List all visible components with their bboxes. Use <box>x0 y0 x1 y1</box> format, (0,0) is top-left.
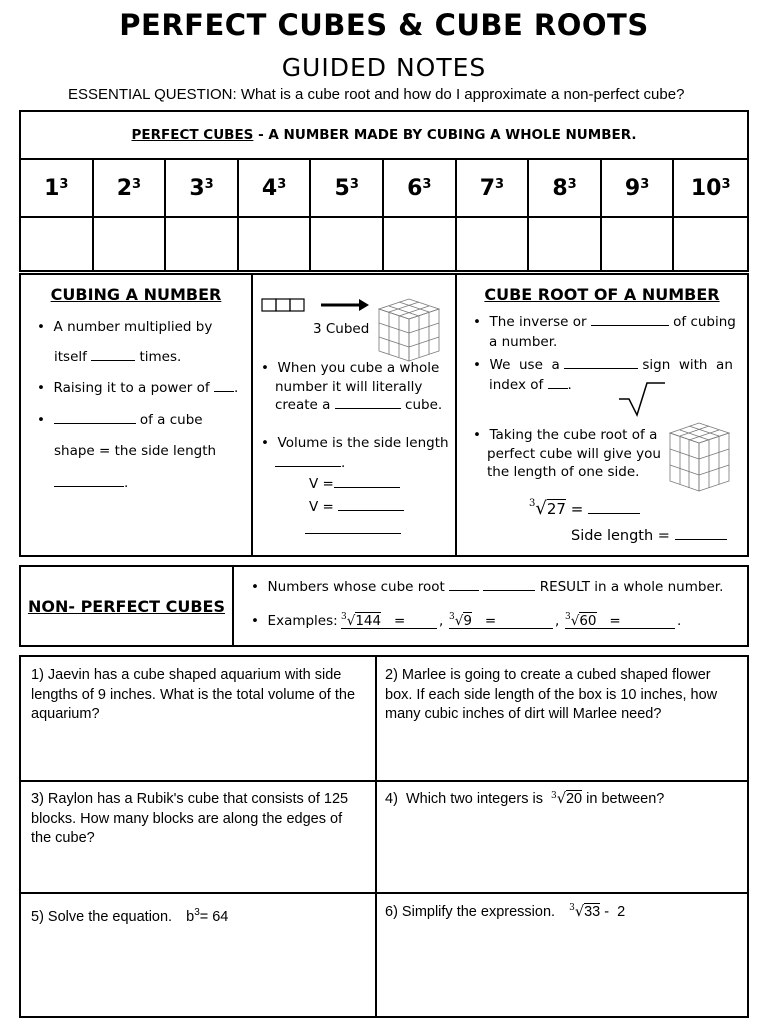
power-exponent: 3 <box>204 176 214 192</box>
cubing-bullet-3: • of a cube <box>37 412 203 428</box>
answer-cell[interactable] <box>21 216 94 270</box>
bullet-text: Volume is the side length <box>277 435 449 451</box>
cube-root-bullet-2: • We use a sign with an <box>473 357 733 373</box>
cube-root-heading: CUBE ROOT OF A NUMBER <box>484 285 720 304</box>
power-base: 2 <box>116 175 133 201</box>
middle-blank: . <box>275 453 345 473</box>
bullet-text: Numbers whose cube root <box>267 579 445 595</box>
perfect-cubes-powers-row <box>21 160 747 216</box>
bullet-text: sign with an <box>642 357 733 373</box>
volume-formula-3 <box>305 520 401 540</box>
bullet-text: index of <box>489 377 544 393</box>
cube-root-bullet-1-cont: a number. <box>489 334 558 350</box>
cubing-bullet-3-cont: shape = the side length <box>54 443 217 459</box>
middle-bullet-1: • When you cube a whole number it will literally create a cube. <box>261 360 443 413</box>
rubiks-cube-icon <box>669 421 731 493</box>
bullet-text: number it will literally <box>275 378 423 395</box>
problem-1: 1) Jaevin has a cube shaped aquarium with side lengths of 9 inches. What is the total volume of the aquarium? <box>31 667 356 722</box>
equals-sign: = <box>570 500 584 518</box>
blank-line[interactable] <box>275 455 341 467</box>
radicand: 20 <box>565 791 583 807</box>
power-exponent: 3 <box>59 176 69 192</box>
power-exponent: 3 <box>567 176 577 192</box>
power-exponent: 3 <box>495 176 505 192</box>
cubing-bullet-1-cont <box>54 347 181 367</box>
power-base: 3 <box>189 175 205 201</box>
blank-line[interactable] <box>338 499 404 511</box>
power-cell <box>166 160 239 216</box>
power-cell <box>457 160 530 216</box>
cube-root-bullet-3: • Taking the cube root of a perfect cube will give you the length of one side. <box>473 427 661 480</box>
square-row-icon <box>262 299 304 311</box>
equals-sign: = <box>484 613 497 629</box>
power-exponent: 3 <box>640 176 650 192</box>
radicand: 9 <box>463 613 472 629</box>
problem-5: 5) Solve the equation. $b^3= 64$ <box>31 907 229 925</box>
power-base: 10 <box>690 175 722 201</box>
answer-cell[interactable] <box>529 216 602 270</box>
page-subtitle: GUIDED NOTES <box>281 53 487 82</box>
volume-formula-2 <box>309 497 404 517</box>
blank-line[interactable] <box>334 476 400 488</box>
problem-text: in between? <box>586 791 665 807</box>
bullet-text: The inverse or <box>489 314 587 330</box>
equals-sign: = <box>394 613 406 629</box>
bullet-text: times. <box>139 349 182 365</box>
cubing-heading: CUBING A NUMBER <box>50 285 222 304</box>
cube-root-bullet-1: • The inverse or of cubing <box>473 314 736 330</box>
power-cell <box>674 160 747 216</box>
blank-line[interactable] <box>591 314 669 326</box>
answer-cell[interactable] <box>457 216 530 270</box>
bullet-text: of a cube <box>139 412 203 428</box>
blank-line[interactable] <box>548 377 568 389</box>
answer-cell[interactable] <box>602 216 675 270</box>
rubiks-cube-icon <box>379 299 439 361</box>
power-base: 7 <box>479 175 496 201</box>
perfect-cubes-definition: - A NUMBER MADE BY CUBING A WHOLE NUMBER. <box>253 127 637 143</box>
radical-icon: √ <box>556 791 566 807</box>
power-cell <box>21 160 94 216</box>
volume-formula-1 <box>309 474 400 494</box>
bullet-text: When you cube a whole <box>277 360 440 376</box>
perfect-cubes-header <box>21 112 747 160</box>
example-1[interactable]: $^3$√144 = <box>341 611 437 629</box>
bullet-text: create a <box>275 397 331 413</box>
middle-bullet-2: • Volume is the side length <box>261 435 449 451</box>
formula-label: V = <box>309 476 334 492</box>
divider <box>21 780 747 782</box>
radical-icon: √ <box>535 498 547 519</box>
cube-root-column <box>457 275 747 555</box>
side-length-label: Side length = <box>571 528 670 544</box>
bullet-text: We use a <box>489 357 560 373</box>
cube-root-bullet-2-cont: index of . <box>489 377 572 393</box>
answer-cell[interactable] <box>384 216 457 270</box>
blank-line[interactable] <box>483 579 535 591</box>
blank-line[interactable] <box>675 528 727 540</box>
power-base: 4 <box>261 175 278 201</box>
perfect-cubes-table <box>19 110 749 272</box>
power-cell <box>529 160 602 216</box>
power-cell <box>384 160 457 216</box>
cubing-bullet-1: • A number multiplied by <box>37 319 213 335</box>
radical-icon: √ <box>574 904 585 920</box>
power-base: 1 <box>44 175 60 201</box>
side-length <box>571 526 727 546</box>
example-2[interactable]: $^3$√9 = <box>449 611 553 629</box>
answer-cell[interactable] <box>674 216 747 270</box>
divider <box>375 657 377 1016</box>
bullet-text: RESULT in a whole number. <box>539 579 724 595</box>
power-cell <box>602 160 675 216</box>
problem-text: - 2 <box>600 904 626 920</box>
bullet-text: the length of one side. <box>487 464 640 480</box>
examples-label: Examples: <box>267 613 338 629</box>
radicand: 27 <box>546 500 566 518</box>
perfect-cubes-answer-row <box>21 216 747 270</box>
radicand: 60 <box>579 613 597 629</box>
bullet-text: cube. <box>405 397 443 413</box>
cubing-column <box>21 275 253 555</box>
answer-cell[interactable] <box>166 216 239 270</box>
formula-label: V = <box>309 499 334 515</box>
problem-text: 6) Simplify the expression. <box>385 904 556 920</box>
divider <box>21 892 747 894</box>
problem-text: 4) Which two integers is <box>385 791 543 807</box>
blank-line[interactable] <box>305 522 401 534</box>
equals-sign: = <box>609 613 621 629</box>
problem-text: = 64 <box>199 908 229 925</box>
problem-3: 3) Raylon has a Rubik's cube that consists of 125 blocks. How many blocks are along the edges of the cube? <box>31 791 349 846</box>
power-base: 8 <box>552 175 568 201</box>
blank-line[interactable] <box>588 502 640 514</box>
bullet-text: Taking the cube root of a <box>489 427 658 443</box>
cube-caption: 3 Cubed <box>313 321 370 337</box>
non-perfect-bullet-2: • Examples: $^3$√144 = , $^3$√9 = , $^3$√60 = . <box>251 612 682 629</box>
power-cell <box>239 160 312 216</box>
power-base: 6 <box>407 175 423 201</box>
bullet-text: perfect cube will give you <box>487 445 661 462</box>
blank-line[interactable] <box>335 397 401 409</box>
cubing-bullet-2: • Raising it to a power of . <box>37 380 239 396</box>
blank-line[interactable] <box>54 475 124 487</box>
page-title: PERFECT CUBES & CUBE ROOTS <box>119 8 649 42</box>
bullet-text: Raising it to a power of <box>53 380 210 396</box>
power-exponent: 3 <box>721 176 731 192</box>
power-base: 5 <box>334 175 350 201</box>
blank-line[interactable] <box>91 349 135 361</box>
answer-cell[interactable] <box>311 216 384 270</box>
blank-line[interactable] <box>449 579 479 591</box>
problem-2: 2) Marlee is going to create a cubed shaped flower box. If each side length of the box is 10 inches, how many cubic inches of dirt will Marlee need? <box>385 667 718 722</box>
radical-sign-icon <box>617 379 667 419</box>
non-perfect-cubes-heading: NON- PERFECT CUBES <box>21 567 234 645</box>
problem-4: 4) Which two integers is $^3$√20 in between? <box>385 791 665 807</box>
blank-line[interactable] <box>564 357 638 369</box>
blank-line[interactable] <box>54 412 136 424</box>
power-cell <box>311 160 384 216</box>
power-cell <box>94 160 167 216</box>
answer-cell[interactable] <box>94 216 167 270</box>
bullet-text: of cubing <box>673 314 736 330</box>
radicand: 144 <box>355 613 382 629</box>
problem-6: 6) Simplify the expression. $^3$√33 - 2 <box>385 903 626 920</box>
problem-text: 5) Solve the equation. <box>31 908 173 925</box>
cube-root-example <box>529 499 640 522</box>
non-perfect-bullet-1: • Numbers whose cube root RESULT in a whole number. <box>251 579 724 595</box>
blank-line[interactable] <box>214 380 234 392</box>
cubing-blank: . <box>54 473 128 493</box>
power-exponent: 3 <box>349 176 359 192</box>
essential-question: ESSENTIAL QUESTION: What is a cube root and how do I approximate a non-perfect cube? <box>68 86 685 103</box>
non-perfect-cubes-section <box>19 565 749 647</box>
power-exponent: 3 <box>132 176 142 192</box>
power-exponent: 3 <box>422 176 432 192</box>
power-exponent: 3 <box>277 176 287 192</box>
radicand: 33 <box>584 904 601 920</box>
example-3[interactable]: $^3$√60 = <box>565 611 675 629</box>
variable: b <box>186 908 195 925</box>
practice-problems <box>19 655 749 1018</box>
cubing-section <box>19 273 749 557</box>
arrow-right-icon <box>321 299 369 311</box>
cube-volume-column <box>253 275 457 555</box>
power-base: 9 <box>624 175 641 201</box>
bullet-text: itself <box>54 349 87 365</box>
root-index: 3 <box>529 498 536 509</box>
bullet-text: A number multiplied by <box>53 319 213 335</box>
answer-cell[interactable] <box>239 216 312 270</box>
perfect-cubes-label: PERFECT CUBES <box>131 127 254 143</box>
